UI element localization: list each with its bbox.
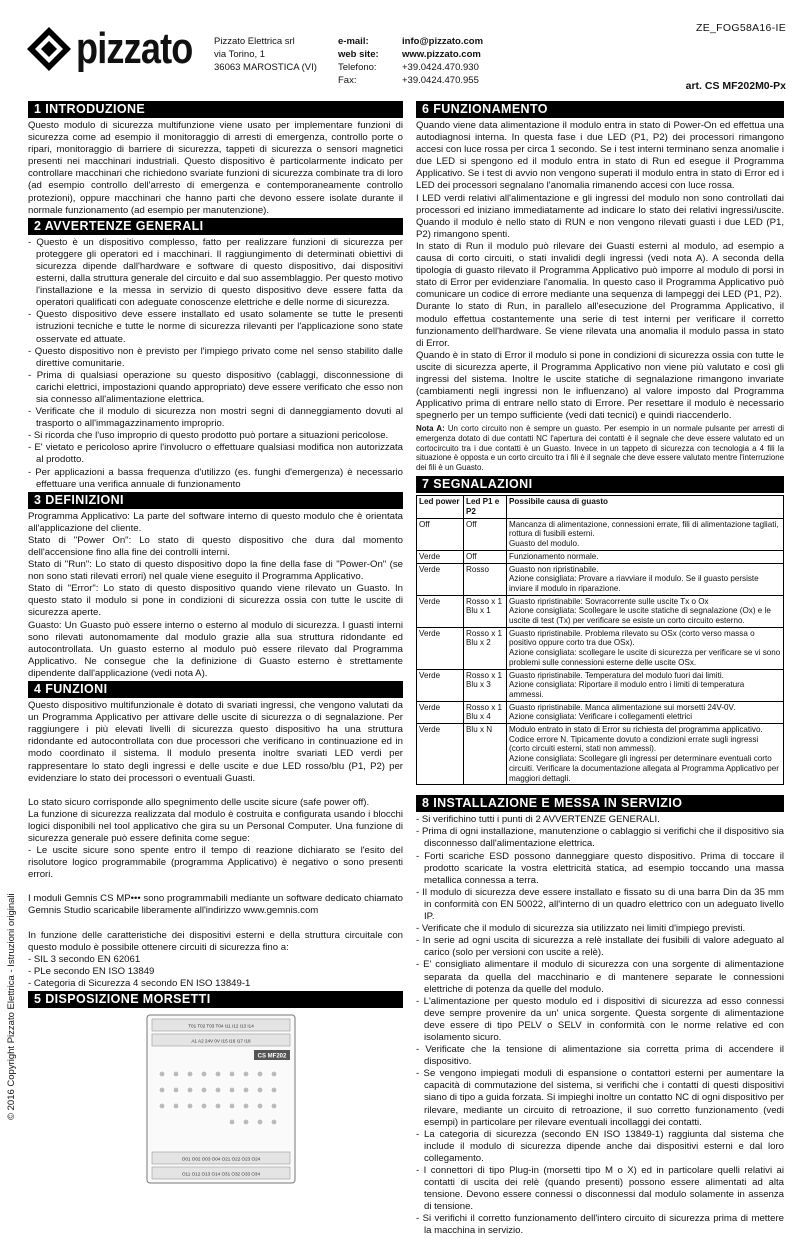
functions-text: I moduli Gemnis CS MP••• sono programmabili mediante un software dedicato chiamato Gemnis Studio scaricabile liberamente all'indirizzo www.gemnis.com: [28, 893, 403, 917]
header-led-power: Led power: [417, 496, 464, 518]
table-row: [417, 669, 784, 701]
terminal-layout-diagram: [146, 1014, 296, 1184]
operation-text: In stato di Run il modulo può rilevare dei Guasti esterni al modulo, ad esempio a causa di corto circuiti, o stati invalidi degli ingressi (vedi nota A). A seconda della tipologia di guasto rilevato il Programma Applicativo può imporre al modulo di porsi in stato di Error per evidenziare l'anomalia. In questo caso il Programma Applicativo può comunicare un codice di errore mediante una sequenza di lampeggi dei LED (P1, P2).: [416, 240, 784, 301]
company-address: [214, 35, 317, 74]
terminal-labels-row-3: O01 O02 O03 O04 O21 O22 O23 O24: [181, 1156, 261, 1162]
table-row: [417, 595, 784, 627]
warning-item: - Questo è un dispositivo complesso, fatto per realizzare funzioni di sicurezza per proteggere gli operatori ed i macchinari. Il raggiungimento di determinati obiettivi di sicurezza dipende dall'hardware e software di questo dispositivo, dai dispositivi esterni, dalla struttura generale del circuito e dal suo assemblaggio. Per questo motivo l'installazione e la messa in servizio di questo dispositivo deve essere fatta da operatori qualificati con adeguate conoscenze elettriche e delle norme di sicurezza.: [28, 236, 403, 309]
terminal-labels-row-4: O11 O12 O13 O14 O31 O32 O33 O34: [181, 1171, 261, 1177]
cell-led-p1-p2: Blu x N: [464, 724, 507, 785]
email-label: e-mail:: [338, 36, 369, 47]
installation-item: - I connettori di tipo Plug-in (morsetti tipo M o X) ed in particolare quelli relativi ai contatti di uscita dei relè (quando presenti) possono essere alimentati ad alta tensione. Devono essere connessi o disconnessi dal modulo solamente in assenza di tensione.: [416, 1165, 784, 1213]
operation-text: Durante lo stato di Run, in parallelo all'esecuzione del Programma Applicativo, il modulo effettua costantemente una serie di test interni per verificare il corretto funzionamento dell'hardware. Se viene rilevata una anomalia il modulo passa in stato di Error.: [416, 301, 784, 349]
table-row: [417, 627, 784, 669]
signals-table-body: [417, 518, 784, 785]
functions-text: La funzione di sicurezza realizzata dal modulo è costruita e configurata usando i blocchi logici disponibili nel tool applicativo che gira su un Personal Computer. Una funzione di sicurezza generale può essere definita come segue:: [28, 808, 403, 844]
cell-led-power: Verde: [417, 595, 464, 627]
installation-item: - Se vengono impiegati moduli di espansione o contattori esterni per aumentare la capacità di commutazione del sistema, si verifichi che i contatti di questi dispositivi siano di tipo a guida forzata. Si impieghi inoltre un contatto NC di ogni dispositivo per rilevare, mediante un circuito di retroazione, il suo corretto funzionamento (vedi esempi) in particolare per rilevare eventuali incollaggi dei contatti.: [416, 1068, 784, 1128]
cell-led-power: Verde: [417, 724, 464, 785]
cell-cause: Modulo entrato in stato di Error su richiesta del programma applicativo. Codice errore N. Tipicamente dovuto a condizioni errate sugli ingressi (corto circuiti esterni, stati non ammessi). Azione consigliata: Scollegare gli ingressi per determinare eventuali corto circuiti. Verificare la documentazione allegata al Programma Applicativo per maggiori dettagli.: [507, 724, 784, 785]
cell-cause: Guasto ripristinabile. Manca alimentazione sui morsetti 24V-0V. Azione consigliata: Verificare i collegamenti elettrici: [507, 701, 784, 723]
section-5-title: 5 DISPOSIZIONE MORSETTI: [28, 991, 403, 1008]
cell-led-p1-p2: Off: [464, 518, 507, 550]
brand-name: pizzato: [76, 24, 193, 73]
fax-value: +39.0424.470.955: [402, 75, 479, 86]
cell-cause: Guasto ripristinabile. Temperatura del modulo fuori dai limiti. Azione consigliata: Riportare il modulo entro i limiti di temperatura ammessi.: [507, 669, 784, 701]
definition-text: Guasto: Un Guasto può essere interno o esterno al modulo di sicurezza. I guasti interni sono rilevati autonomamente dal modulo grazie alla sua struttura ridondante ed autocontrollata. Un guasto esterno al modulo può essere rilevato dal Programma Applicativo. Ne consegue che la definizione di Guasto esterno è strettamente dipendente dall'applicazione (vedi nota A).: [28, 619, 403, 679]
section-3-title: 3 DEFINIZIONI: [28, 492, 403, 509]
installation-list: [416, 814, 784, 1237]
definition-text: Stato di "Power On": Lo stato di questo dispositivo che dura dal momento dell'accensione fino alla fine dei controlli interni.: [28, 534, 403, 558]
cell-cause: Funzionamento normale.: [507, 550, 784, 563]
warning-item: - Si ricorda che l'uso improprio di questo prodotto può portare a situazioni pericolose.: [28, 430, 389, 442]
note-a-text: Un corto circuito non è sempre un guasto. Per esempio in un normale pulsante per arresti di emergenza dotato di due contatti NC l'apertura dei contatti è il segnale che deve essere valutato ed un cortocircuito tra i due contatti è un Guasto. Invece in un tappeto di sicurezza con tecnologia a 4 fili la situazione è opposta e un corto circuito tra i fili è il segnale che deve essere valutato mentre l'interruzione dei fili è un Guasto.: [416, 424, 784, 472]
functions-text: Questo dispositivo multifunzionale è dotato di svariati ingressi, che vengono valutati da un Programma Applicativo per attivare delle uscite di sicurezza o di segnalazione. Per raggiungere i più elevati livelli di sicurezza questo dispositivo ha una struttura ridondante ed autocontrollata con due processori che verificano in continuazione ed in modo coordinato il sistema. Il modulo presenta inoltre svariati LED verdi per rappresentare lo stato degli ingressi e delle uscite e due LED rosso/blu (P1, P2) per evidenziare lo stato dei processori o eventuali Guasti.: [28, 700, 403, 784]
table-row: [417, 724, 784, 785]
cell-led-power: Verde: [417, 550, 464, 563]
section-8-title: 8 INSTALLAZIONE E MESSA IN SERVIZIO: [416, 795, 784, 812]
operation-text: Quando è in stato di Error il modulo si pone in condizioni di sicurezza ossia con tutte le uscite di sicurezza aperte, il Programma Applicativo non viene più valutato e così gli ingressi del sistema. Inoltre le uscite statiche di segnalazione rimangono invariate (cambiamenti negli ingressi non le influenzano) al valore imposto dal Programma Applicativo prima di entrare nello stato di Errore. Per resettare il modulo è necessario spegnerlo per un tempo sufficiente (vedi dati tecnici) e quindi riaccenderlo.: [416, 349, 784, 422]
section-1-title: 1 INTRODUZIONE: [28, 101, 403, 118]
installation-item: - Si verifichi il corretto funzionamento dell'intero circuito di sicurezza prima di mettere la macchina in servizio.: [416, 1213, 784, 1237]
fax-label: Fax:: [338, 75, 357, 86]
cell-led-p1-p2: Rosso x 1 Blu x 3: [464, 669, 507, 701]
web-label: web site:: [338, 49, 379, 60]
functions-text: In funzione delle caratteristiche dei dispositivi esterni e della struttura circuitale con questo modulo è possibile ottenere circuiti di sicurezza fino a:: [28, 929, 403, 953]
cell-led-p1-p2: Rosso x 1 Blu x 4: [464, 701, 507, 723]
cell-led-power: Verde: [417, 669, 464, 701]
web-link[interactable]: www.pizzato.com: [402, 49, 481, 60]
definition-text: Stato di "Error": Lo stato di questo dispositivo quando viene rilevato un Guasto. In questo stato il modulo si pone in condizioni di sicurezza ossia con tutte le uscite di sicurezza aperte.: [28, 583, 403, 619]
tel-label: Telefono:: [338, 62, 377, 73]
module-model-label: CS MF202: [257, 1053, 287, 1060]
company-name: Pizzato Elettrica srl: [214, 36, 295, 47]
copyright-notice: © 2016 Copyright Pizzato Elettrica - Istruzioni originali: [6, 893, 17, 1120]
definition-text: Programma Applicativo: La parte del software interno di questo modulo che è orientata all'applicazione del cliente.: [28, 510, 403, 534]
installation-item: - E' consigliato alimentare il modulo di sicurezza con una sorgente di alimentazione separata da quella del macchinario e di mantenere separate le connessioni elettriche di potenza da quelle del modulo.: [416, 959, 784, 995]
header-led-p1-p2: Led P1 e P2: [464, 496, 507, 518]
table-row: [417, 518, 784, 550]
installation-item: - Verificate che la tensione di alimentazione sia corretta prima di accendere il dispositivo.: [416, 1044, 784, 1068]
cell-cause: Mancanza di alimentazione, connessioni errate, fili di alimentazione tagliati, rottura di fusibili esterni. Guasto del modulo.: [507, 518, 784, 550]
warning-item: - Verificate che il modulo di sicurezza non mostri segni di danneggiamento dovuti al trasporto o all'immagazzinamento improprio.: [28, 406, 403, 430]
tel-value: +39.0424.470.930: [402, 62, 479, 73]
safety-level-item: - PLe secondo EN ISO 13849: [28, 965, 155, 977]
warning-item: - Prima di qualsiasi operazione su questo dispositivo (cablaggi, disconnessione di carichi elettrici, impostazioni quando appropriato) deve essere verificato che esso non sia connesso all'alimentazione elettrica.: [28, 369, 403, 405]
installation-item: - Verificate che il modulo di sicurezza sia utilizzato nei limiti d'impiego previsti.: [416, 923, 746, 935]
functions-text: Lo stato sicuro corrisponde allo spegnimento delle uscite sicure (safe power off).: [28, 796, 370, 808]
definition-text: Stato di "Run": Lo stato di questo dispositivo dopo la fine della fase di "Power-On" (se non sono stati rilevati errori) nel quale viene eseguito il Programma Applicativo.: [28, 559, 403, 583]
cell-led-p1-p2: Rosso x 1 Blu x 2: [464, 627, 507, 669]
company-contacts: [338, 35, 483, 87]
warning-item: - Questo dispositivo non è previsto per l'impiego privato come nel senso stabilito dalle direttive comunitarie.: [28, 345, 403, 369]
section-2-title: 2 AVVERTENZE GENERALI: [28, 218, 403, 235]
cell-led-power: Verde: [417, 627, 464, 669]
right-column: [416, 100, 784, 1238]
installation-item: - Prima di ogni installazione, manutenzione o cablaggio si verifichi che il dispositivo sia disconnesso dall'alimentazione elettrica.: [416, 826, 784, 850]
installation-item: - La categoria di sicurezza (secondo EN ISO 13849-1) raggiunta dal sistema che include il modulo di sicurezza dipende anche dai dispositivi esterni e dal loro collegamento.: [416, 1128, 784, 1164]
signals-table: [416, 495, 784, 785]
company-city: 36063 MAROSTICA (VI): [214, 62, 317, 73]
functions-text: - Le uscite sicure sono spente entro il tempo di reazione dichiarato se l'esito del risolutore logico programmabile (programma Applicativo) è negativo o sono presenti errori.: [28, 845, 403, 881]
section-6-title: 6 FUNZIONAMENTO: [416, 101, 784, 118]
table-header-row: [417, 496, 784, 518]
article-code: art. CS MF202M0-Px: [685, 80, 786, 92]
cell-led-power: Verde: [417, 701, 464, 723]
operation-text: I LED verdi relativi all'alimentazione e gli ingressi del modulo non sono controllati dai processori ed iniziano immediatamente ad indicare lo stato dei relativi ingressi/uscite. Quando il modulo è nello stato di RUN e non vengono rilevati guasti i due LED (P1, P2) rimangono spenti.: [416, 192, 784, 240]
warning-item: - E' vietato e pericoloso aprire l'involucro o effettuare qualsiasi modifica non autorizzata al prodotto.: [28, 442, 403, 466]
table-row: [417, 701, 784, 723]
pizzato-logo-icon: [26, 26, 72, 72]
safety-level-item: - SIL 3 secondo EN 62061: [28, 953, 141, 965]
safety-level-item: - Categoria di Sicurezza 4 secondo EN ISO 13849-1: [28, 977, 251, 989]
installation-item: - L'alimentazione per questo modulo ed i dispositivi di sicurezza ad esso connessi deve sempre provenire da un' unica sorgente. Questa sorgente di alimentazione deve essere di tipo PELV o SELV in conformità con le norme relative ed con isolamento sicuro.: [416, 995, 784, 1043]
warning-item: - Questo dispositivo deve essere installato ed usato solamente se tutte le presenti istruzioni tecniche e tutte le norme di sicurezza rilevanti per l'applicazione sono state osservate ed attuate.: [28, 309, 403, 345]
operation-text: Quando viene data alimentazione il modulo entra in stato di Power-On ed effettua una autodiagnosi interna. In questa fase i due LED (P1, P2) dei processori rimangono accesi con luce rossa per circa 1 secondo. Se i test interni terminano senza anomalie i due LED si spengono ed il modulo entra in stato di Run ed esegue il Programma Applicativo. Se i test di avvio non vengono superati il modulo entra in stato di Error ed i LED dei processori segnalano l'anomalia rimanendo accesi con luce rossa.: [416, 120, 784, 192]
installation-item: - Si verifichino tutti i punti di 2 AVVERTENZE GENERALI.: [416, 814, 660, 826]
header-possible-cause: Possibile causa di guasto: [507, 496, 784, 518]
terminal-labels-row-1: T01 T02 T03 T04 I11 I12 I13 I14: [188, 1023, 254, 1029]
installation-item: - Forti scariche ESD possono danneggiare questo dispositivo. Prima di toccare il prodotto scaricate la vostra elettricità statica, ad esempio toccando una massa metallica connessa a terra.: [416, 850, 784, 886]
section-4-title: 4 FUNZIONI: [28, 681, 403, 698]
cell-led-p1-p2: Rosso x 1 Blu x 1: [464, 595, 507, 627]
left-column: [28, 100, 403, 1188]
pizzato-logo: [26, 26, 218, 72]
cell-cause: Guasto ripristinabile. Problema rilevato su OSx (corto verso massa o positivo oppure corto tra due OSx). Azione consigliata: scollegare le uscite di sicurezza per verificare se vi sono problemi sulle connessioni esterne delle uscite OSx.: [507, 627, 784, 669]
cell-led-p1-p2: Rosso: [464, 563, 507, 595]
terminal-labels-row-2: A1 A2 24V 0V I15 I16 I17 I18: [191, 1038, 251, 1044]
cell-cause: Guasto non ripristinabile. Azione consigliata: Provare a riavviare il modulo. Se il guasto persiste inviare il modulo in riparazione.: [507, 563, 784, 595]
cell-led-power: Verde: [417, 563, 464, 595]
document-code: ZE_FOG58A16-IE: [696, 22, 786, 34]
installation-item: - Il modulo di sicurezza deve essere installato e fissato su di una barra Din da 35 mm in conformità con EN 50022, all'interno di un quadro elettrico con un adeguato livello IP.: [416, 886, 784, 923]
warning-item: - Per applicazioni a bassa frequenza d'utilizzo (es. funghi d'emergenza) è necessario effettuare una verifica annuale di funzionamento: [28, 466, 403, 490]
note-a-label: Nota A:: [416, 424, 445, 434]
installation-item: - In serie ad ogni uscita di sicurezza a relè installate dei fusibili di valore adeguato al carico (solo per versioni con uscite a relè).: [416, 935, 784, 959]
cell-led-power: Off: [417, 518, 464, 550]
section-7-title: 7 SEGNALAZIONI: [416, 476, 784, 493]
company-street: via Torino, 1: [214, 49, 266, 60]
cell-cause: Guasto ripristinabile: Sovracorrente sulle uscite Tx o Ox Azione consigliata: Scollegare le uscite statiche di segnalazione (Ox) e le uscite di test (Tx) per verificare se esiste un corto circuito esterno.: [507, 595, 784, 627]
cell-led-p1-p2: Off: [464, 550, 507, 563]
email-link[interactable]: info@pizzato.com: [402, 36, 484, 47]
table-row: [417, 563, 784, 595]
introduction-text: Questo modulo di sicurezza multifunzione viene usato per implementare funzioni di sicurezza come ad esempio il monitoraggio di arresti di emergenza, controllo porte o ripari, monitoraggio di barriere di sicurezza, tappeti di sicurezza o sensori magnetici presenti nei macchinari industriali. Questo dispositivo è particolarmente indicato per controllare macchinari che richiedono svariate funzioni di sicurezza combinate tra di loro (ad esempio controllo dell'arresto di emergenza e contemporaneamente controllo protezioni), oppure macchinari che hanno parti che devono essere isolate durante il normale funzionamento (ad esempio per manutenzione).: [28, 120, 403, 216]
table-row: [417, 550, 784, 563]
note-a: [416, 424, 784, 472]
